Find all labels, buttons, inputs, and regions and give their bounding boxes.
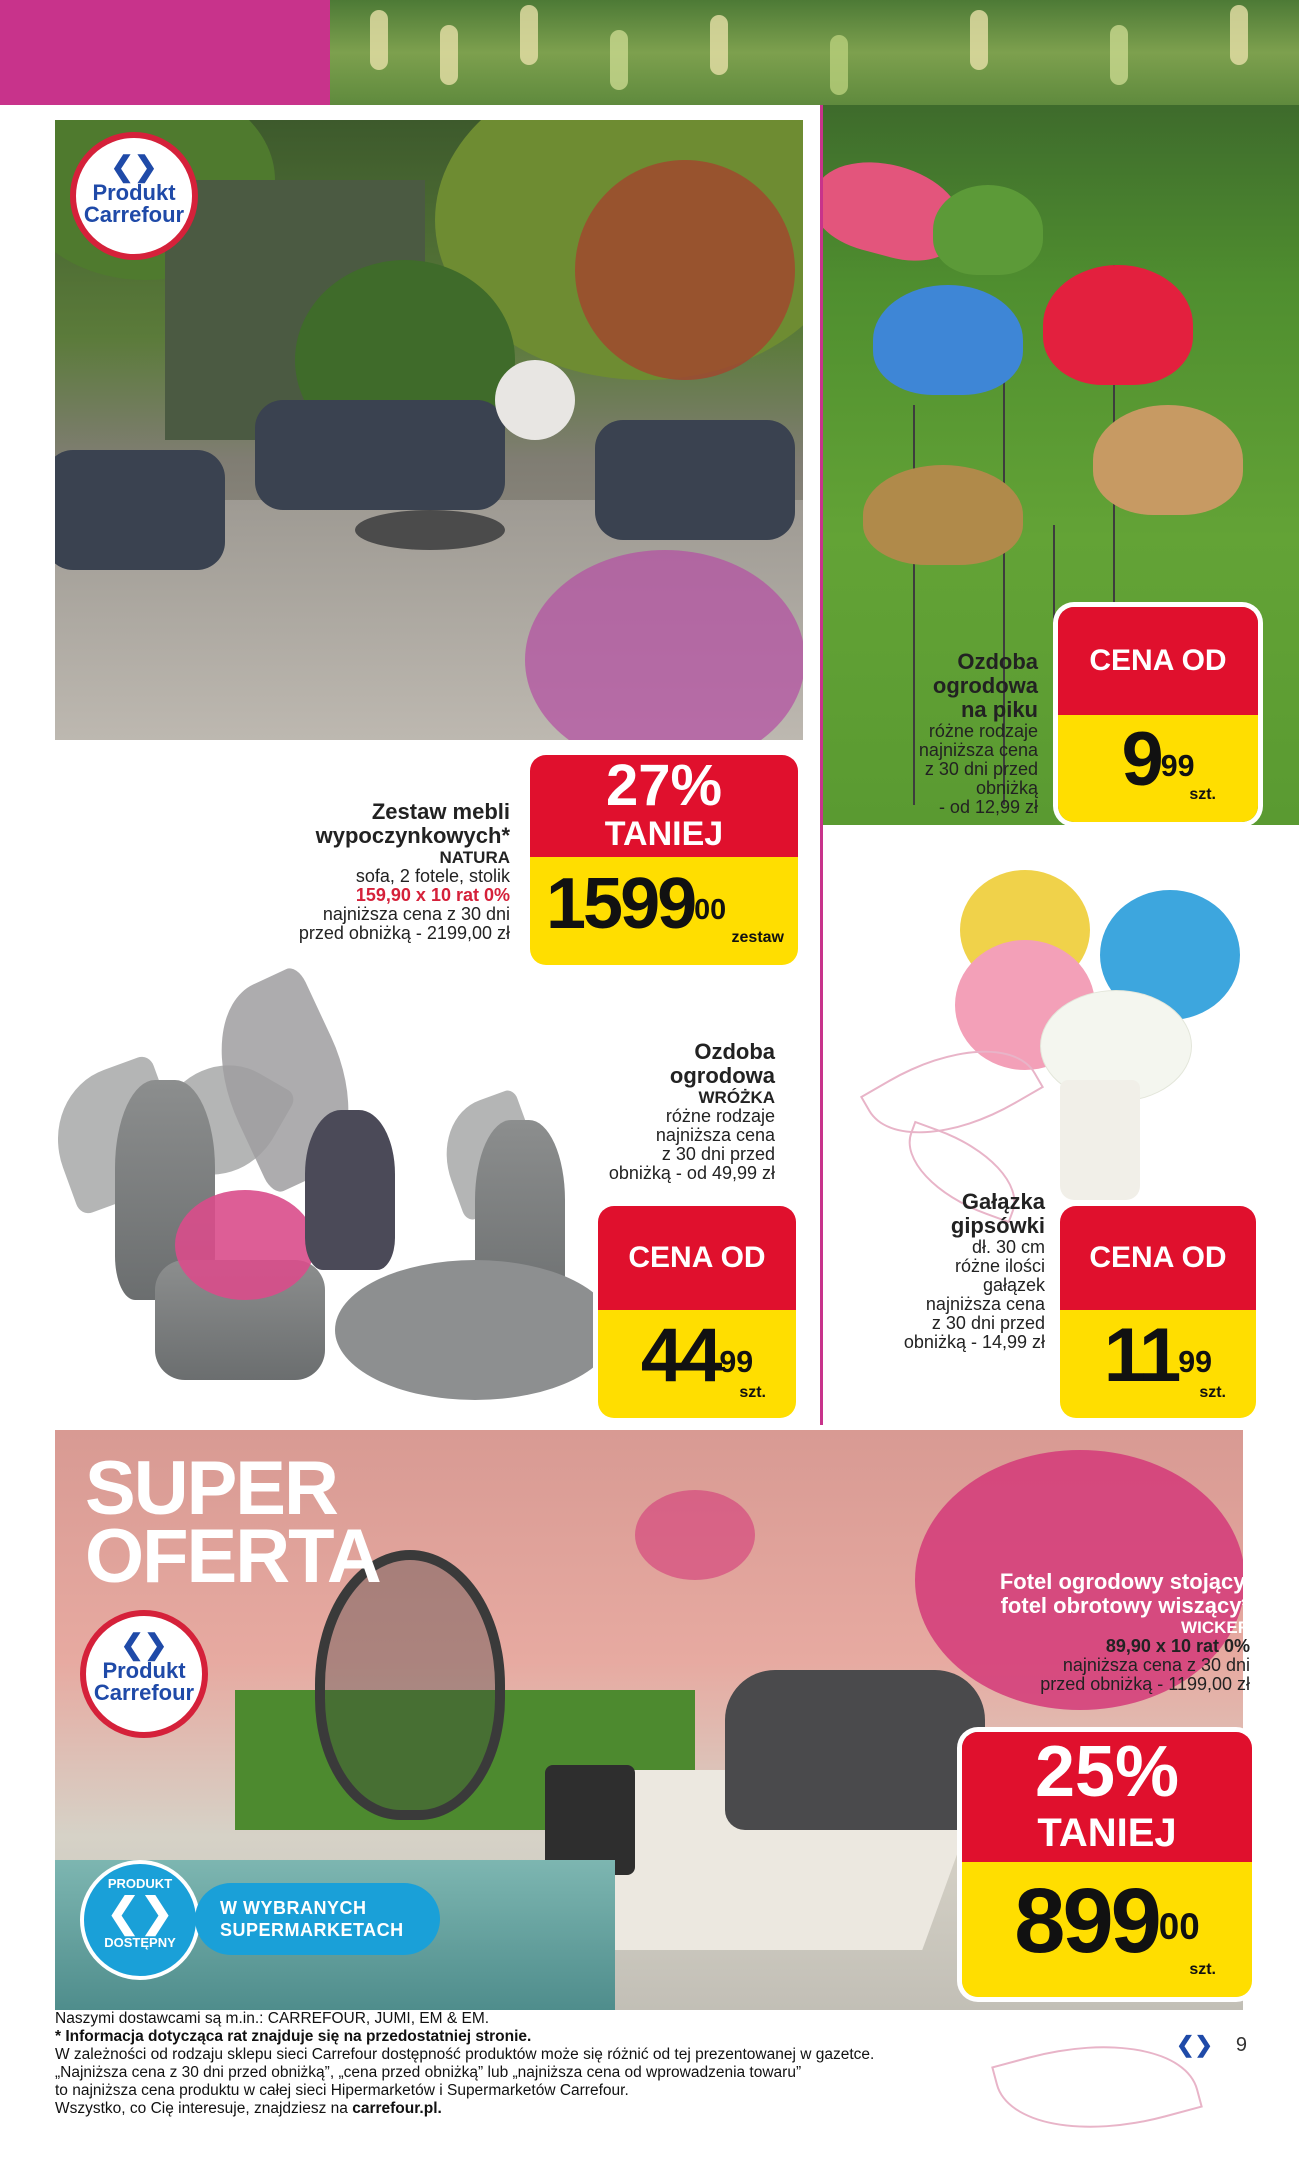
price-from-label: CENA OD — [1058, 607, 1258, 715]
decorative-leaf-outline — [991, 2016, 1203, 2157]
price-value: $44^{99}$ — [640, 1313, 754, 1398]
pink-corner-block — [0, 0, 330, 105]
price-value: $11^{99}$ — [1103, 1313, 1213, 1398]
garden-stake-price-box: CENA OD $9^{99}$ szt. — [1058, 607, 1258, 822]
price-value: $899^{00}$ — [1014, 1870, 1200, 1972]
carrefour-logo-icon: ❮❯ — [110, 151, 158, 182]
carrefour-logo-icon: ❮❯ — [106, 1891, 174, 1935]
fairy-statues-photo — [55, 960, 615, 1430]
white-vase — [1060, 1080, 1140, 1200]
product-available-badge: PRODUKT ❮❯ DOSTĘPNY — [80, 1860, 200, 1980]
carrefour-logo-icon: ❮❯ — [1176, 2032, 1213, 2057]
price-value: 1599$^{00}$ — [546, 864, 727, 944]
gypsophila-price-box: CENA OD $11^{99}$ szt. — [1060, 1206, 1256, 1418]
price-from-label: CENA OD — [598, 1206, 796, 1310]
carrefour-logo-icon: ❮❯ — [120, 1629, 168, 1660]
gypsophila-description: Gałązka gipsówki dł. 30 cm różne ilości gałązek najniższa cena z 30 dni przed obniżką - 14,99 zł — [903, 1189, 1045, 1352]
carrefour-website-link[interactable]: carrefour.pl. — [352, 2100, 442, 2117]
furniture-price-box: 27% TANIEJ 1599$^{00}$ zestaw — [530, 755, 798, 965]
chair-description: Fotel ogrodowy stojący, fotel obrotowy wiszący* WICKER 89,90 x 10 rat 0% najniższa cena z 30 dni przed obniżką - 1199,00 zł — [999, 1569, 1250, 1694]
produkt-carrefour-logo-bottom: ❮❯ Produkt Carrefour — [80, 1610, 208, 1738]
fairy-price-box: CENA OD $44^{99}$ szt. — [598, 1206, 796, 1418]
furniture-description: Zestaw mebli wypoczynkowych* NATURA sofa, 2 fotele, stolik 159,90 x 10 rat 0% najniższa cena z 30 dni przed obniżką - 2199,00 zł — [298, 799, 510, 943]
price-from-label: CENA OD — [1060, 1206, 1256, 1310]
selected-supermarkets-pill: W WYBRANYCH SUPERMARKETACH — [195, 1883, 440, 1955]
garden-stake-description: Ozdoba ogrodowa na piku różne rodzaje najniższa cena z 30 dni przed obniżką - od 12,99 zł — [918, 649, 1038, 817]
fairy-description: Ozdoba ogrodowa WRÓŻKA różne rodzaje najniższa cena z 30 dni przed obniżką - od 49,99 zł — [608, 1039, 775, 1183]
price-value: $9^{99}$ — [1121, 717, 1195, 802]
produkt-carrefour-logo: ❮❯ Produkt Carrefour — [70, 132, 198, 260]
discount-badge: 25% TANIEJ — [962, 1732, 1252, 1862]
chair-price-box: 25% TANIEJ $899^{00}$ szt. — [962, 1732, 1252, 1997]
legal-footer: Naszymi dostawcami są m.in.: CARREFOUR, JUMI, EM & EM. * Informacja dotycząca rat znajduje się na przedostatniej stronie. W zależności od rodzaju sklepu sieci Carrefour dostępność produktów może się różnić od tej prezentowanej w gazetce. „Najniższa cena z 30 dni przed obniżką”, „cena przed obniżką” lub „najniższa cena od wprowadzenia towaru” to najniższa cena produktu w całej sieci Hipermarketów i Supermarketów Carrefour. Wszystko, co Cię interesuje, znajdziesz na carrefour.pl. — [55, 2010, 875, 2117]
page-number: 9 — [1235, 2034, 1247, 2056]
garden-header-photo — [330, 0, 1299, 105]
super-offer-title: SUPER OFERTA — [85, 1446, 380, 1599]
discount-badge: 27% TANIEJ — [530, 755, 798, 857]
